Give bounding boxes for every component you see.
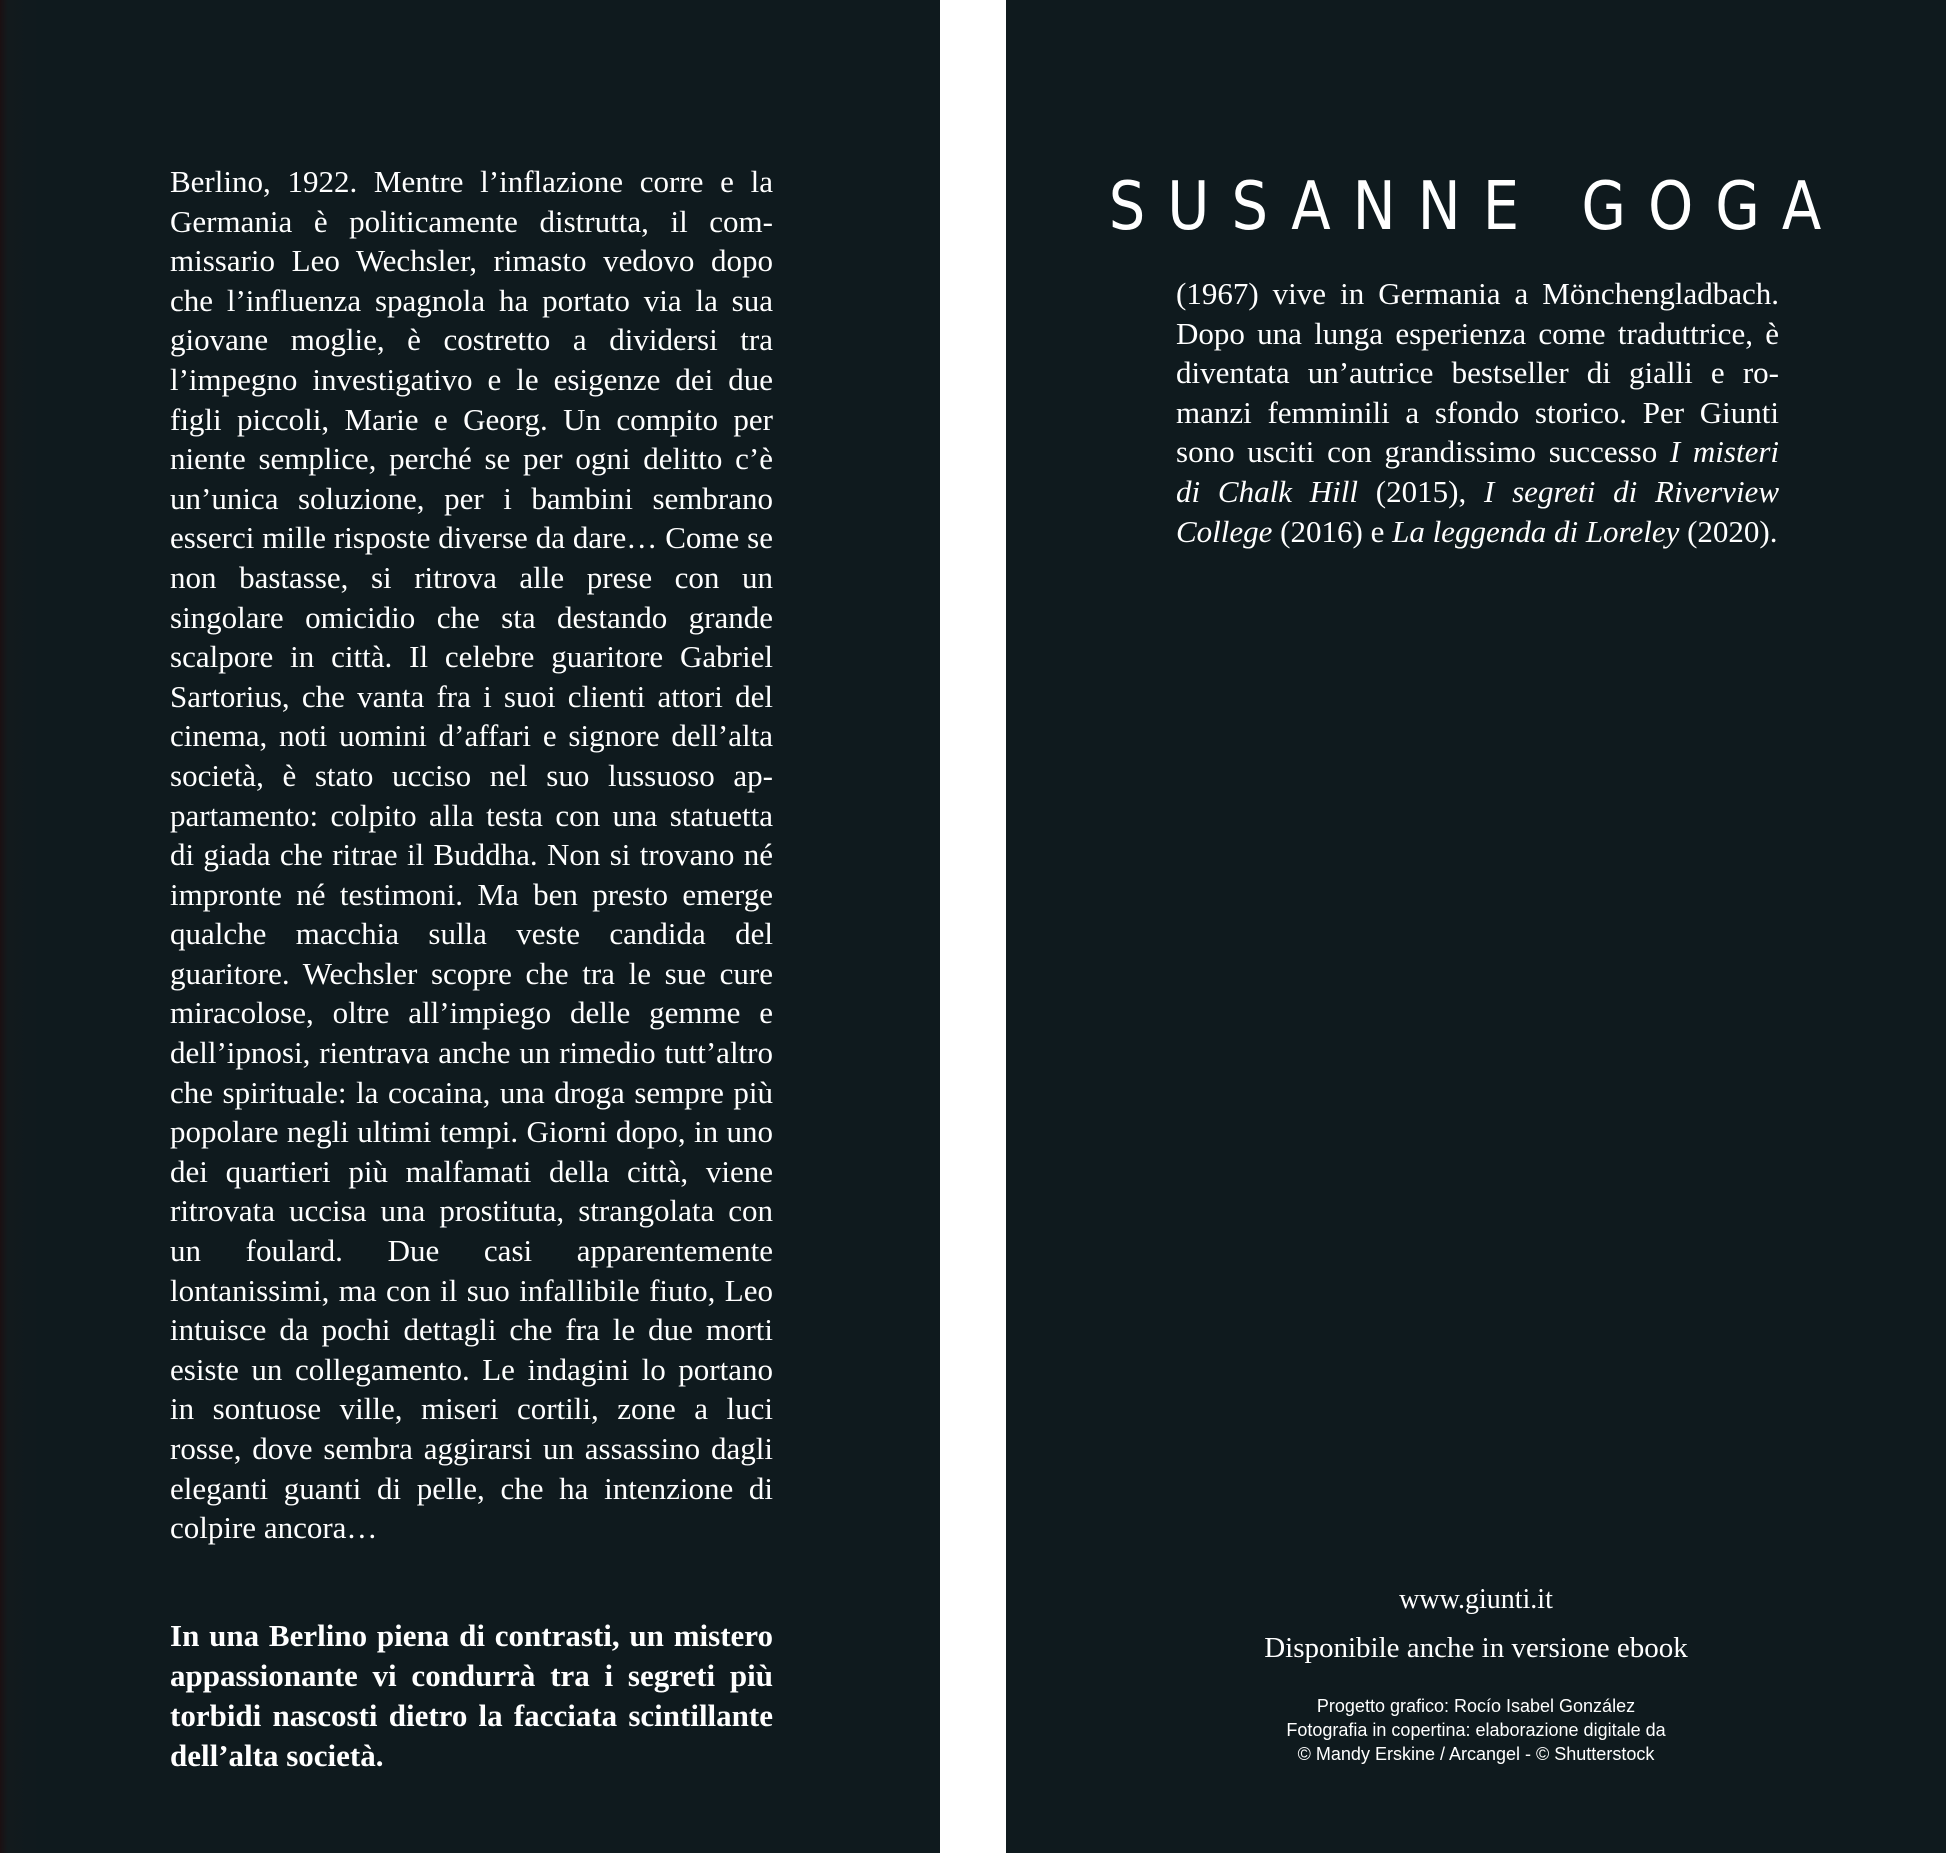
book-title-riverview: I segreti di Riverview College (1176, 473, 1779, 549)
credit-design: Progetto grafico: Rocío Isabel González (1316, 1696, 1636, 1716)
author-bio (1176, 274, 1779, 551)
author-name: SUSANNE GOGA (1108, 168, 1844, 246)
bio-intro: (1967) vive in Germania a Mönchengladbach. Dopo una lunga esperienza come traduttrice, è diventata un’autrice bestseller di gialli e romanzi femminili a sfondo storico. Per Giunti sono usciti con grandissimo successo (1176, 276, 1779, 470)
bio-year-2: (2016) e (1272, 513, 1393, 549)
credit-photo: Fotografia in copertina: elaborazione digitale da (1286, 1720, 1666, 1740)
credits-block (1006, 1694, 1946, 1766)
credit-copyright: © Mandy Erskine / Arcangel - © Shutterstock (1297, 1744, 1655, 1764)
closing-tagline: In una Berlino piena di contrasti, un mistero appassionante vi condurrà tra i segreti più torbidi nascosti dietro la facciata scintillante dell’alta società. (170, 1618, 773, 1773)
ebook-note: Disponibile anche in versione ebook (1264, 1632, 1688, 1664)
bio-year-1: (2015), (1358, 473, 1484, 509)
publisher-website: www.giunti.it (1399, 1584, 1553, 1615)
synopsis-text: Berlino, 1922. Mentre l’inflazione corre e la Germania è politicamente distrutta, il commissario Leo Wechsler, rimasto vedovo dopo che l’influenza spagnola ha portato via la sua giovane moglie, è costretto a dividersi tra l’impegno investigativo e le esigenze dei due figli piccoli, Marie e Georg. Un compito per niente semplice, perché se per ogni delitto c’è un’unica soluzione, per i bambini sembrano esserci mille risposte diverse da dare… Come se non bastasse, si ritrova alle prese con un singolare omicidio che sta destando grande scalpore in città. Il celebre guaritore Gabriel Sartorius, che vanta fra i suoi clienti attori del cinema, noti uomini d’affari e signore dell’alta società, è stato ucciso nel suo lussuoso appartamento: colpito alla testa con una statuetta di giada che ritrae il Buddha. Non si trovano né impronte né testimoni. Ma ben presto emerge qualche macchia sulla veste candida del guaritore. Wechsler scopre che tra le sue cure miracolose, oltre all’impiego delle gemme e dell’ipnosi, rientrava anche un rimedio tutt’altro che spirituale: la cocaina, una droga sempre più popolare negli ultimi tempi. Giorni dopo, in uno dei quartieri più malfamati della città, viene ritrovata uccisa una prostituta, strangolata con un foulard. Due casi apparentemente lontanissimi, ma con il suo infallibile fiuto, Leo intuisce da pochi dettagli che fra le due morti esiste un collegamento. Le indagini lo portano in sontuose ville, miseri cortili, zone a luci rosse, dove sembra aggirarsi un assassino dagli eleganti guanti di pelle, che ha intenzione di colpire ancora… (170, 164, 773, 1546)
book-title-chalk-hill: I misteri di Chalk Hill (1176, 434, 1780, 509)
bio-year-3: (2020). (1679, 513, 1778, 549)
book-title-loreley: La leggenda di Loreley (1392, 513, 1680, 549)
